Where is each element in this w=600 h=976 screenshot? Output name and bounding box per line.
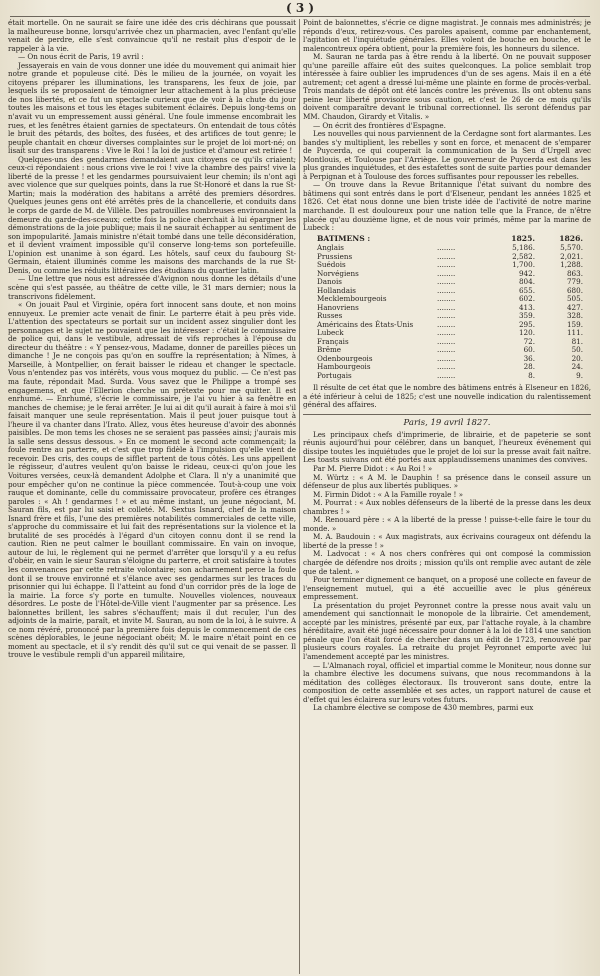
table-row — [317, 372, 583, 381]
toast-line: M. Pourrat : « Aux nobles défenseurs de la liberté de la presse dans les deux chambres ! » — [303, 498, 591, 516]
count-1825: 2,582. — [512, 251, 535, 261]
right-column — [303, 19, 591, 974]
ship-flag-name: Prussiens — [317, 251, 353, 261]
count-1826: 1,288. — [560, 260, 583, 270]
leader-dots: ........ — [437, 336, 456, 346]
article-paragraph: Les principaux chefs d'imprimerie, de librairie, et de papeterie se sont réunis aujourd'hui pour célébrer, dans un banquet, l'heureux événement qui dissipe toutes les inquiétudes que le projet de loi sur la presse avait fait naître. Les toasts suivans ont été portés aux applaudissemens unanimes des convives. — [303, 429, 591, 465]
article-paragraph: La présentation du projet Peyronnet contre la presse nous avait valu un amendement qui sanctionnait le monopole de la librairie. Cet amendement, accepté par les ministres, présenté par eux, par l'attache royale, à la chambre héréditaire, avait été jugé nécessaire pour donner à la loi de 1814 une sanction pénale que l'on était forcé de chercher dans un édit de 1723, renouvelé par plusieurs cours royales. La retraite du projet Peyronnet emporte avec lui l'amendement accepté par les ministres. — [303, 600, 591, 662]
toast-line: M. A. Baudouin : « Aux magistrats, aux écrivains courageux ont défendu la liberté de la presse ! » — [303, 532, 591, 550]
table-header-name: BATIMENS : — [317, 233, 371, 243]
toast-line: M. Würtz : « A M. le Dauphin ! sa présence dans le conseil assure un défenseur de plus aux libertés publiques. » — [303, 472, 591, 491]
toast-line: M. Renouard père : « A la liberté de la presse ! puisse-t-elle faire le tour du monde. » — [303, 515, 591, 533]
count-1826: 9. — [576, 370, 583, 380]
count-1826: 24. — [571, 362, 583, 372]
count-1826: 680. — [566, 285, 583, 295]
count-1825: 1,700. — [512, 260, 535, 270]
leader-dots: ........ — [437, 251, 456, 261]
article-paragraph: — On trouve dans la Revue Britannique l'état suivant du nombre des bâtimens qui sont entrés dans le port d'Elseneur, pendant les années 1825 et 1826. Cet état nous donne une bien triste idée de l'activité de notre marine marchande. Il est douloureux pour une nation telle que la France, de n'être placée qu'au douzième ligne, et de nous voir primés, même par la marine de Lubeck : — [303, 180, 591, 233]
columns — [8, 19, 592, 974]
leader-dots: ........ — [437, 353, 456, 363]
count-1825: 359. — [518, 311, 535, 321]
count-1825: 655. — [518, 285, 535, 295]
article-paragraph: Pour terminer dignement ce banquet, on a proposé une collecte en faveur de l'enseignement mutuel, qui a été accueillie avec le plus généreux empressement. — [303, 575, 591, 602]
article-paragraph: — Une lettre que nous est adressée d'Avignon nous donne les détails d'une scène qui s'est passée, au théâtre de cette ville, le 31 mars dernier; nous la transcrivons fidèlement. — [8, 274, 296, 301]
leader-dots: ........ — [437, 319, 456, 329]
toast-line: Par M. Pierre Didot : « Au Roi ! » — [313, 464, 433, 473]
ship-flag-name: Américains des États-Unis — [317, 319, 414, 329]
toast-line: M. Firmin Didot : « A la Famille royale ! » — [313, 489, 463, 499]
count-1826: 779. — [566, 277, 583, 287]
ship-flag-name: Russes — [317, 311, 343, 321]
page-number: ( 3 ) — [285, 1, 315, 15]
count-1826: 863. — [566, 268, 583, 278]
count-1825: 72. — [523, 336, 535, 346]
leader-dots: ........ — [437, 294, 456, 304]
article-paragraph: était mortelle. On ne saurait se faire une idée des cris déchirans que poussait la malheureuse bonne, lorsqu'arrivée chez un pharmacien, avec l'enfant qu'elle venait de perdre, elle s'est convaincue qu'il ne restait plus d'espoir de le rappeler à la vie. — [8, 19, 296, 53]
count-1825: 36. — [523, 353, 535, 363]
toast-line: M. Ladvocat : « A nos chers confrères qui ont composé la commission chargée de défendre nos droits ; mission qu'ils ont remplie avec autant de zèle que de talent. » — [303, 549, 591, 576]
count-1826: 427. — [566, 302, 583, 312]
leader-dots: ........ — [437, 362, 456, 372]
count-1826: 159. — [566, 319, 583, 329]
count-1825: 60. — [523, 345, 535, 355]
count-1825: 602. — [518, 294, 535, 304]
ship-flag-name: Brême — [317, 345, 342, 355]
ship-flag-name: Lubeck — [317, 328, 344, 338]
leader-dots: ........ — [437, 277, 456, 287]
table-header-1825: 1825. — [511, 233, 535, 243]
column-divider — [299, 19, 300, 974]
count-1825: 5,186. — [512, 243, 535, 253]
leader-dots: ........ — [437, 345, 456, 355]
leader-dots: ........ — [437, 260, 456, 270]
count-1825: 8. — [528, 370, 535, 380]
left-column — [8, 19, 296, 974]
count-1825: 28. — [523, 362, 535, 372]
ship-flag-name: Portugais — [317, 370, 352, 380]
leader-dots: ........ — [437, 302, 456, 312]
ship-flag-name: Odenbourgeois — [317, 353, 373, 363]
count-1826: 111. — [566, 328, 583, 338]
article-paragraph: Jessayerais en vain de vous donner une idée du mouvement qui animait hier notre grande et populeuse cité. Dès le milieu de la journée, on voyait les citoyens préparer les illuminations, les transparens, les feux de joie, par lesquels ils se proposaient de témoigner leur attachement à la plus précieuse de nos libertés, et ce fut un spectacle curieux que de voir à la chute du jour toutes les maisons et tous les étages subitement éclairés. Depuis long-tems on n'avait vu un empressement aussi général. Une foule immense encombrait les rues, et les fenêtres étaient garnies de spectateurs. On entendait de tous côtés le bruit des pétards, des boîtes, des fusées, et des artifices de tout genre; le peuple chantait en chœur diverses complaintes sur le projet de loi mort-né; on lisait sur des transparens : Vive le Roi ! la loi de justice et d'amour est retirée ! — [8, 60, 296, 156]
ship-flag-name: Danois — [317, 277, 342, 287]
ship-flag-name: Hollandais — [317, 285, 356, 295]
table-header-1826: 1826. — [559, 233, 583, 243]
article-paragraph: Il résulte de cet état que le nombre des bâtimens entrés à Elseneur en 1826, a été inférieur à celui de 1825; c'est une nouvelle indication du ralentissement général des affaires. — [303, 383, 591, 410]
ship-table — [317, 235, 583, 381]
dateline: — On écrit des frontières d'Espagne. — [313, 120, 446, 130]
article-paragraph: — L'Almanach royal, officiel et impartial comme le Moniteur, nous donne sur la chambre élective les documens suivans, que nous recommandons à la méditation des collèges électoraux. Ils trouveront sans doute, entre la composition de cette assemblée et ses actes, un rapport naturel de cause et d'effet qui les éclairera sur leurs votes futurs. — [303, 660, 591, 704]
leader-dots: ........ — [437, 328, 456, 338]
header-rule — [10, 16, 590, 17]
count-1826: 505. — [566, 294, 583, 304]
ship-flag-name: Norvégiens — [317, 268, 359, 278]
ship-flag-name: Mecklembourgeois — [317, 294, 387, 304]
article-paragraph: Les nouvelles qui nous parviennent de la Cerdagne sont fort alarmantes. Les bandes s'y multiplient, les rebelles y sont en force, et menacent de s'emparer de Puycerda, ce qui couperait la communication de la Seu d'Urgell avec Montlouis, et Toulouse par l'Arriège. Le gouverneur de Puycerda est dans les plus grandes inquiétudes, et des estafettes sont de suite parties pour demander à Perpignan et à Toulouse des forces suffisantes pour repousser les rebelles. — [303, 129, 591, 181]
count-1826: 328. — [566, 311, 583, 321]
leader-dots: ........ — [437, 311, 456, 321]
count-1826: 20. — [571, 353, 583, 363]
count-1825: 413. — [518, 302, 535, 312]
article-paragraph: « On jouait Paul et Virginie, opéra fort innocent sans doute, et non moins ennuyeux. Le premier acte venait de finir. Le parterre était à peu près vide. L'attention des spectateurs se portait sur un incident assez singulier dont les personnages et le sujet ne pouvaient que les intéresser : c'était le commissaire de police qui, dans le vestibule, adressait de vifs reproches à l'épouse du directeur du théâtre : « Y pensez-vous, Madame, donner de pareilles pièces un dimanche ! Je ne conçois pas qu'on en souffre la représentation; à Nîmes, à Marseille, à Montpellier, on ferait baisser le rideau et changer le spectacle. Vous n'entendez pas vos intérêts, vous vous moquez du public. — Ce n'est pas ma faute, répondait Mad. Surda. Vous savez que le Philippe a trompé ses engagemens, et que l'Ellerion cherche un prétexte pour me quitter. Il est enrhumé. — Enrhumé, s'écrie le commissaire, je l'ai vu hier à sa fenêtre en manches de chemise; je le ferai arrêter. Je lui ai dit qu'il aurait à faire à moi s'il faisait manquer une seule représentation. Mais il peut jouer puisque tout à l'heure il va chanter dans l'Irato. Allez, vous êtes heureuse d'avoir des abonnés paisibles. De mon tems les choses ne se seraient pas passées ainsi; j'aurais mis la salle sens dessus dessous. » En ce moment le second acte commençait; la foule rentre au parterre, et c'est que trop fidèle à l'impulsion qu'elle vient de recevoir. Des cris, des coups de sifflet partent de tous côtés. Les uns appellent le régisseur, d'autres veulent qu'on baisse le rideau, ceux-ci qu'on joue les Voitures versées, ceux-là demandent Adolphe et Clara. Il n'y a unanimité que pour empêcher qu'on ne continue la pièce commencée. Tout-à-coup une voix rauque et dominante, celle du commissaire provocateur, profère ces étranges paroles : « Ah ! gendarmes ! » et au même instant, un jeune négociant, M. Sauran fils, est par lui saisi et colleté. M. Sextus Isnard, chef de la maison Isnard frère et fils, l'une des premières notabilités commerciales de cette ville, s'approche du commissaire et lui fait des représentations sur la violence et la brutalité de ses procédés à l'égard d'un citoyen connu dont il se rend la caution. Rien ne peut calmer le bouillant commissaire. En vain on invoque, autour de lui, le règlement qui ne permet d'arrêter que lorsqu'il y a eu refus d'obéir, en vain le sieur Sauran s'éloigne du parterre, et croit satisfaire à toutes les convenances par cette retraite volontaire; son acharnement perce la foule dont il se trouve environné et s'élance avec ses gendarmes sur les traces du prisonnier qui lui échappe. Il l'atteint au fond d'un corridor près de la loge de la mairie. La force s'y porte en tumulte. Nouvelles violences, nouveaux désordres. Le poste de l'Hôtel-de-Ville vient l'augmenter par sa présence. Les baïonnettes brillent, les sabres s'échauffent; mais il dut reculer, l'un des adjoints de la mairie, paraît, et invite M. Sauran, au nom de la loi, à le suivre. A ce nom révéré, prononcé par la première fois depuis le commencement de ces scènes déplorables, le jeune négociant obéit; M. le maire n'était point en ce moment au spectacle, et il s'y rendit dès qu'il sut ce qui venait de se passer. Il trouve le vestibule rempli d'un appareil militaire, — [8, 300, 296, 660]
leader-dots: ........ — [437, 370, 456, 380]
count-1825: 804. — [518, 277, 535, 287]
article-paragraph: Point de baïonnettes, s'écrie ce digne magistrat. Je connais mes administrés; je réponds d'eux, retirez-vous. Ces paroles apaisent, comme par enchantement, l'agitation et l'inquiétude générales. Elles volent de bouche en bouche, et le malencontreux opéra obtient, pour la première fois, les honneurs du silence. — [303, 19, 591, 53]
section-dateline: Paris, 19 avril 1827. — [403, 417, 491, 428]
article-paragraph: Quelques-uns des gendarmes demandaient aux citoyens ce qu'ils criaient; ceux-ci répondaient : nous crions vive le roi ! vive la chambre des pairs! vive la liberté de la presse ! et les gendarmes poursuivaient leur chemin; ils n'ont agi avec violence que sur quelques points, dans la rue St-Honoré et dans la rue St-Martin; mais la modération des habitans a arrêté des premiers désordres. Quelques jeunes gens ont été arrêtés près de la chancellerie, et conduits dans le corps de garde de M. de Villèle. Des patrouilles nombreuses environnaient la demeure du garde-des-sceaux; cette fois la police cherchait à lui épargner les démonstrations de la joie publique; mais il ne saurait échapper au sentiment de son impopularité. Jamais ministre n'était tombé dans une telle déconsidération, et il devient vraiment impossible qu'il conserve long-tems son portefeuille. L'opinion est unanime à son égard. Les hôtels, sauf ceux du faubourg St-Germain, étaient illuminés comme les maisons des marchands de la rue St-Denis, ou comme les réduits littéraires des étudians du quartier latin. — [8, 154, 296, 275]
count-1825: 942. — [518, 268, 535, 278]
leader-dots: ........ — [437, 285, 456, 295]
dateline: — On nous écrit de Paris, 19 avril : — [18, 52, 144, 62]
count-1825: 120. — [518, 328, 535, 338]
count-1826: 2,021. — [560, 251, 583, 261]
count-1825: 295. — [518, 319, 535, 329]
ship-flag-name: Suédois — [317, 260, 346, 270]
ship-flag-name: Hanovriens — [317, 302, 359, 312]
ship-flag-name: Français — [317, 336, 349, 346]
ship-flag-name: Hambourgeois — [317, 362, 371, 372]
count-1826: 5,570. — [560, 243, 583, 253]
ship-flag-name: Anglais — [317, 243, 344, 253]
article-paragraph: La chambre élective se compose de 430 membres, parmi eux — [313, 703, 534, 713]
count-1826: 81. — [571, 336, 583, 346]
section-header — [303, 414, 591, 428]
leader-dots: ........ — [437, 268, 456, 278]
article-paragraph: M. Sauran ne tarda pas à être rendu à la liberté. On ne pouvait supposer qu'une pareille affaire eût des suites quelconques. La police semblait trop intéressée à faire oublier les imprudences d'un de ses agens. Mais il en a été autrement; cet agent a dressé lui-même une plainte en forme de procès-verbal. Trois mandats de dépôt ont été lancés contre les prévenus. Ils ont obtenu sans peine leur liberté provisoire sous caution, et c'est le 26 de ce mois qu'ils doivent comparaître devant le tribunal correctionnel. Ils seront défendus par MM. Chaudon, Girardy et Vitalis. » — [303, 52, 591, 122]
leader-dots: ........ — [437, 243, 456, 253]
count-1826: 50. — [571, 345, 583, 355]
